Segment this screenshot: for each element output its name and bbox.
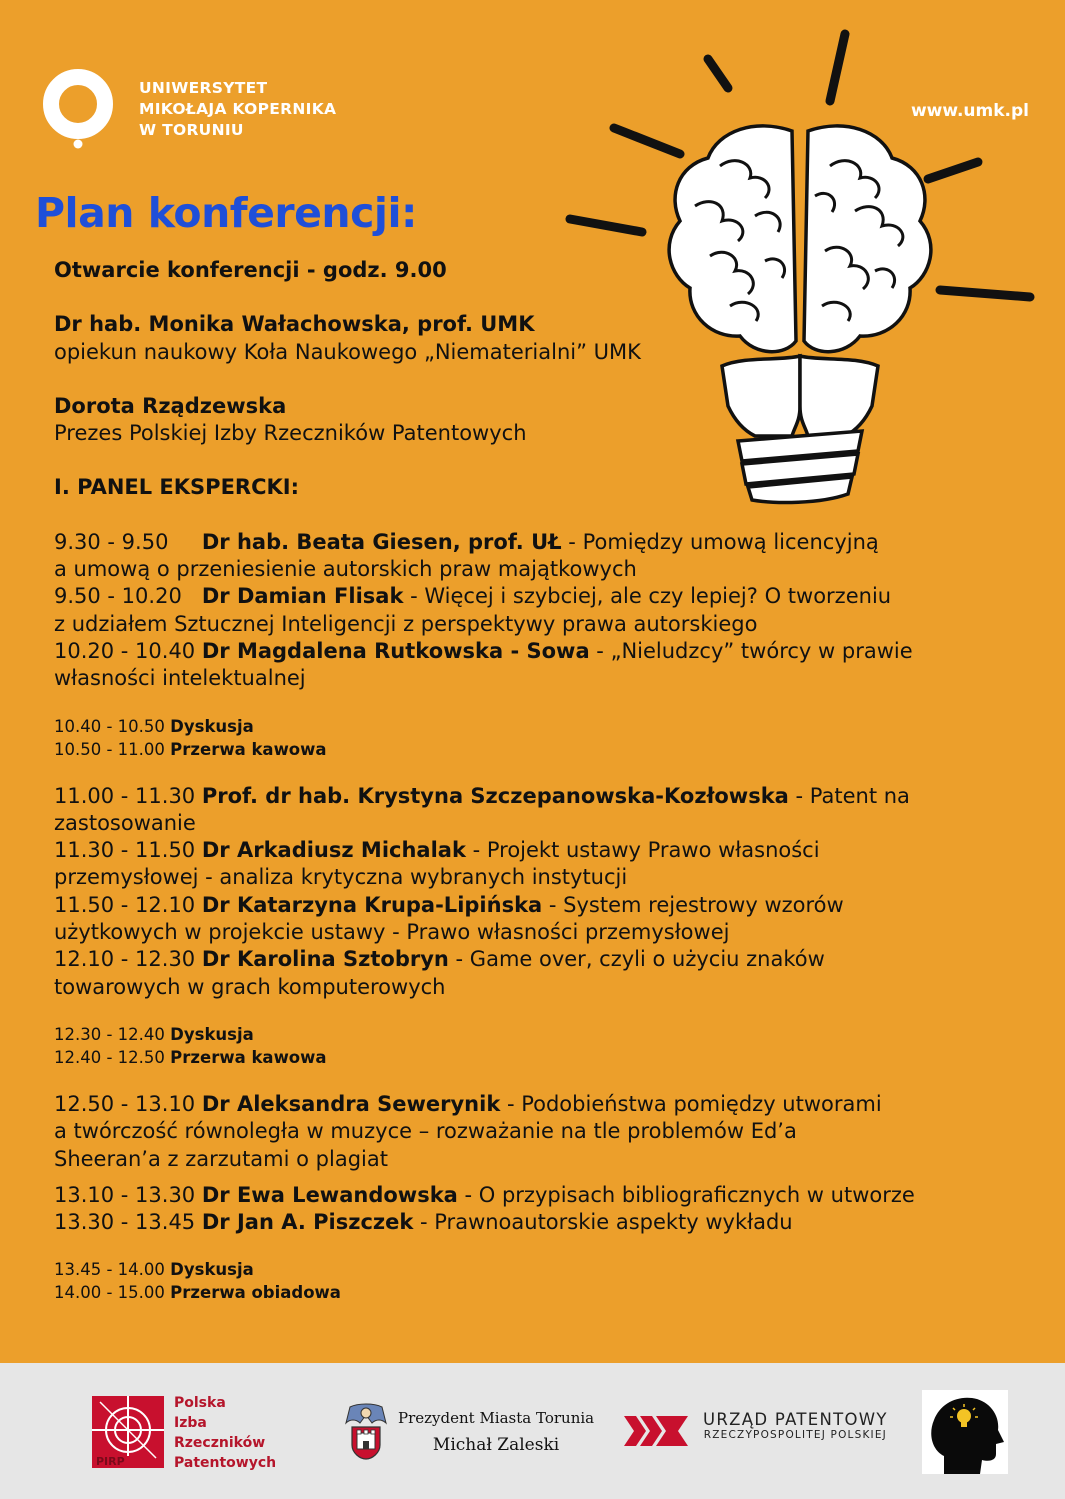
opening-line: Otwarcie konferencji - godz. 9.00: [54, 258, 447, 282]
talk-topic-cont: własności intelektualnej: [54, 666, 306, 691]
panel-title: I. PANEL EKSPERCKI:: [54, 475, 299, 500]
talk-topic: Projekt ustawy Prawo własności: [486, 838, 820, 863]
talk-topic: Patent na: [809, 783, 910, 808]
speaker-name: Dr hab. Monika Wałachowska, prof. UMK: [54, 312, 535, 337]
talk-topic: Podobieństwa pomiędzy utworami: [521, 1091, 882, 1116]
speaker-role: opiekun naukowy Koła Naukowego „Niematerialni” UMK: [54, 339, 641, 364]
break-item: 12.30 - 12.40 Dyskusja: [54, 1024, 254, 1044]
talk-time: 12.50 - 13.10: [54, 1091, 196, 1116]
break-item: 10.40 - 10.50 Dyskusja: [54, 716, 254, 736]
talk-topic-cont: przemysłowej - analiza krytyczna wybranych instytucji: [54, 865, 628, 890]
speaker-role: Prezes Polskiej Izby Rzeczników Patentowych: [54, 421, 527, 446]
talk-speaker: Dr Arkadiusz Michalak: [201, 838, 466, 863]
talk-topic: Prawnoautorskie aspekty wykładu: [434, 1210, 793, 1235]
talk-topic: O przypisach bibliograficznych w utworze: [478, 1182, 915, 1207]
talk-topic: „Nieludzcy” twórcy w prawie: [610, 638, 913, 663]
talk-item: 11.30 - 11.50 Dr Arkadiusz Michalak - Projekt ustawy Prawo własności przemysłowej - analiza krytyczna wybranych instytucji: [54, 837, 934, 892]
talk-item: 9.50 - 10.20 Dr Damian Flisak - Więcej i szybciej, ale czy lepiej? O tworzeniu z udziałem Sztucznej Inteligencji z perspektywy prawa autorskiego: [54, 583, 934, 638]
talk-item: 12.10 - 12.30 Dr Karolina Sztobryn - Game over, czyli o użyciu znaków towarowych w grach komputerowych: [54, 946, 934, 1001]
talk-item: 10.20 - 10.40 Dr Magdalena Rutkowska - Sowa - „Nieludzcy” twórcy w prawie własności intelektualnej: [54, 638, 934, 693]
partners-footer: [0, 1363, 1065, 1499]
talk-speaker: Dr Aleksandra Sewerynik: [201, 1091, 501, 1116]
talk-time: 10.20 - 10.40: [54, 638, 196, 663]
talk-speaker: Dr Magdalena Rutkowska - Sowa: [201, 638, 590, 663]
talk-time: 13.10 - 13.30: [54, 1182, 196, 1207]
talk-time: 9.30 - 9.50: [54, 529, 169, 554]
talk-item: 12.50 - 13.10 Dr Aleksandra Sewerynik - Podobieństwa pomiędzy utworami a twórczość równoległa w muzyce – rozważanie na tle problemów Ed’a Sheeran’a z zarzutami o plagiat: [54, 1091, 934, 1173]
head-lightbulb-icon: [922, 1390, 1008, 1474]
talk-time: 13.30 - 13.45: [54, 1210, 196, 1235]
talk-item: 13.30 - 13.45 Dr Jan A. Piszczek - Prawnoautorskie aspekty wykładu: [54, 1210, 793, 1235]
page-title: Plan konferencji:: [35, 189, 417, 237]
break-item: 14.00 - 15.00 Przerwa obiadowa: [54, 1283, 341, 1303]
talk-item: 11.50 - 12.10 Dr Katarzyna Krupa-Lipińska - System rejestrowy wzorów użytkowych w projekcie ustawy - Prawo własności przemysłowej: [54, 892, 934, 947]
talk-topic: System rejestrowy wzorów: [563, 892, 844, 917]
pirp-logo-icon: [92, 1396, 164, 1468]
break-item: 10.50 - 11.00 Przerwa kawowa: [54, 739, 327, 759]
talk-speaker: Dr Damian Flisak: [201, 584, 404, 609]
talk-speaker: Dr hab. Beata Giesen, prof. UŁ: [201, 529, 562, 554]
talk-topic-cont: a umową o przeniesienie autorskich praw majątkowych: [54, 557, 637, 582]
talk-speaker: Dr Katarzyna Krupa-Lipińska: [201, 892, 543, 917]
break-item: 13.45 - 14.00 Dyskusja: [54, 1260, 254, 1280]
torun-crest-icon: [342, 1401, 390, 1461]
break-list: [54, 1258, 934, 1304]
speaker-name: Dorota Rządzewska: [54, 393, 287, 418]
talk-topic: Game over, czyli o użyciu znaków: [469, 947, 825, 972]
talk-time: 11.50 - 12.10: [54, 892, 196, 917]
talk-topic-cont: towarowych w grach komputerowych: [54, 974, 446, 999]
talk-speaker: Dr Jan A. Piszczek: [201, 1210, 414, 1235]
talk-time: 12.10 - 12.30: [54, 947, 196, 972]
talk-topic-cont: a twórczość równoległa w muzyce – rozważanie na tle problemów Ed’a: [54, 1119, 797, 1144]
talk-item: 11.00 - 11.30 Prof. dr hab. Krystyna Szczepanowska-Kozłowska - Patent na zastosowanie: [54, 783, 934, 838]
umk-logo-icon: [36, 66, 120, 150]
talk-topic-cont: użytkowych w projekcie ustawy - Prawo własności przemysłowej: [54, 920, 730, 945]
program: [54, 257, 934, 1304]
talk-time: 9.50 - 10.20: [54, 584, 182, 609]
talk-speaker: Dr Karolina Sztobryn: [201, 947, 449, 972]
break-item: 12.40 - 12.50 Przerwa kawowa: [54, 1047, 327, 1067]
talk-speaker: Dr Ewa Lewandowska: [201, 1182, 458, 1207]
talk-time: 11.30 - 11.50: [54, 838, 196, 863]
talk-speaker: Prof. dr hab. Krystyna Szczepanowska-Kozłowska: [201, 783, 789, 808]
break-list: [54, 1023, 934, 1069]
pirp-name: Polska Izba Rzeczników Patentowych: [174, 1395, 277, 1471]
patent-office-name: URZĄD PATENTOWY RZECZYPOSPOLITEJ POLSKIEJ: [703, 1410, 888, 1441]
patent-office-logo-icon: [624, 1412, 688, 1450]
talk-topic-cont: z udziałem Sztucznej Inteligencji z perspektywy prawa autorskiego: [54, 611, 758, 636]
pirp-abbr: PIRP: [96, 1455, 125, 1468]
website-link[interactable]: www.umk.pl: [910, 101, 1029, 121]
torun-mayor: Prezydent Miasta Torunia Michał Zaleski: [398, 1409, 595, 1455]
talk-topic-cont: Sheeran’a z zarzutami o plagiat: [54, 1146, 388, 1171]
university-name: UNIWERSYTET MIKOŁAJA KOPERNIKA W TORUNIU: [139, 79, 337, 139]
talk-time: 11.00 - 11.30: [54, 783, 196, 808]
talk-topic: Więcej i szybciej, ale czy lepiej? O tworzeniu: [424, 584, 892, 609]
break-list: [54, 715, 934, 761]
talk-topic: Pomiędzy umową licencyjną: [582, 529, 879, 554]
talk-item: 13.10 - 13.30 Dr Ewa Lewandowska - O przypisach bibliograficznych w utworze: [54, 1182, 915, 1207]
talk-topic-cont: zastosowanie: [54, 810, 196, 835]
talk-item: 9.30 - 9.50 Dr hab. Beata Giesen, prof. UŁ - Pomiędzy umową licencyjną a umową o przeniesienie autorskich praw majątkowych: [54, 529, 934, 584]
